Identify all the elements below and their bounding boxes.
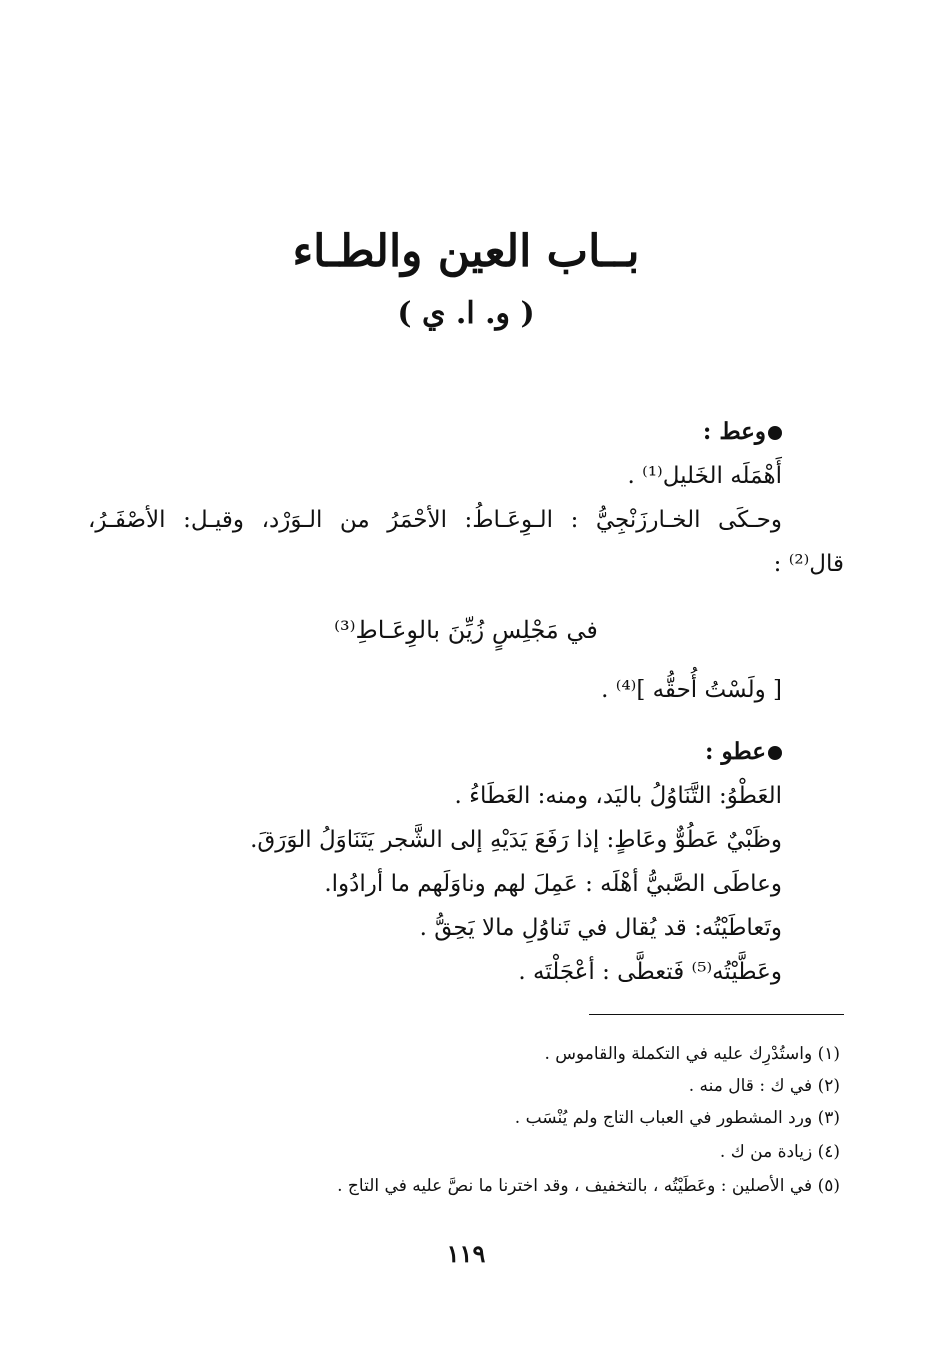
entry-line: وتَعاطَيْتُه: قد يُقال في تَناوُلِ مالا يَحِقُّ . — [419, 915, 782, 941]
entry-line: وحـكَى الخـارزَنْجِيُّ : الـوِعَـاطُ: الأحْمَرُ من الـوَرْد، وقيـل: الأصْفَـرُ، — [88, 507, 782, 533]
entry-heading — [88, 732, 782, 772]
entry-line: وعَطَّيْتُه⁽⁵⁾ فَتعطَّى : أعْجَلْتَه . — [518, 959, 782, 985]
bullet-icon — [768, 426, 782, 440]
footnote: (٢) في ك : قال منه . — [688, 1076, 840, 1096]
footnote: (٥) في الأصلين : وعَطَيْتُه ، بالتخفيف ، وقد اخترنا ما نصَّ عليه في التاج . — [337, 1176, 840, 1196]
bullet-icon — [768, 746, 782, 760]
footnote: (٤) زيادة من ك . — [719, 1142, 840, 1162]
entry-line: قال⁽²⁾ : — [773, 551, 844, 577]
entry-heading — [88, 412, 782, 452]
entry-heading-text: عطو : — [705, 738, 766, 765]
chapter-title: بــاب العين والطـاء — [292, 226, 640, 277]
entry-line: أَهْمَلَه الخَليل⁽¹⁾ . — [627, 463, 782, 489]
footnote-divider — [589, 1014, 844, 1015]
page-number: ١١٩ — [446, 1239, 486, 1268]
entry-line: [ ولَسْتُ أُحقُّه ]⁽⁴⁾ . — [601, 677, 782, 703]
entry-heading-text: وعط : — [702, 418, 766, 445]
entry-line: وظَبْيٌ عَطُوٌّ وعَاطٍ: إذا رَفَعَ يَدَيْهِ إلى الشَّجر يَتَنَاوَلُ الوَرَقَ. — [250, 827, 782, 853]
verse-line: في مَجْلِسٍ زُيِّنَ بالوِعَـاطِ⁽³⁾ — [334, 616, 598, 644]
entry-line: العَطْوُ: التَّنَاوُلُ باليَد، ومنه: العَطَاءُ . — [454, 783, 782, 809]
entry-line: وعاطَى الصَّبيُّ أهْلَه : عَمِلَ لهم وناوَلَهم ما أرادُوا. — [324, 871, 782, 897]
footnote: (٣) ورد المشطور في العباب التاج ولم يُنْسَب . — [514, 1108, 840, 1128]
chapter-subtitle: ( و. ا. ي ) — [397, 296, 535, 331]
footnote: (١) واستُدْرِك عليه في التكملة والقاموس . — [544, 1044, 840, 1064]
